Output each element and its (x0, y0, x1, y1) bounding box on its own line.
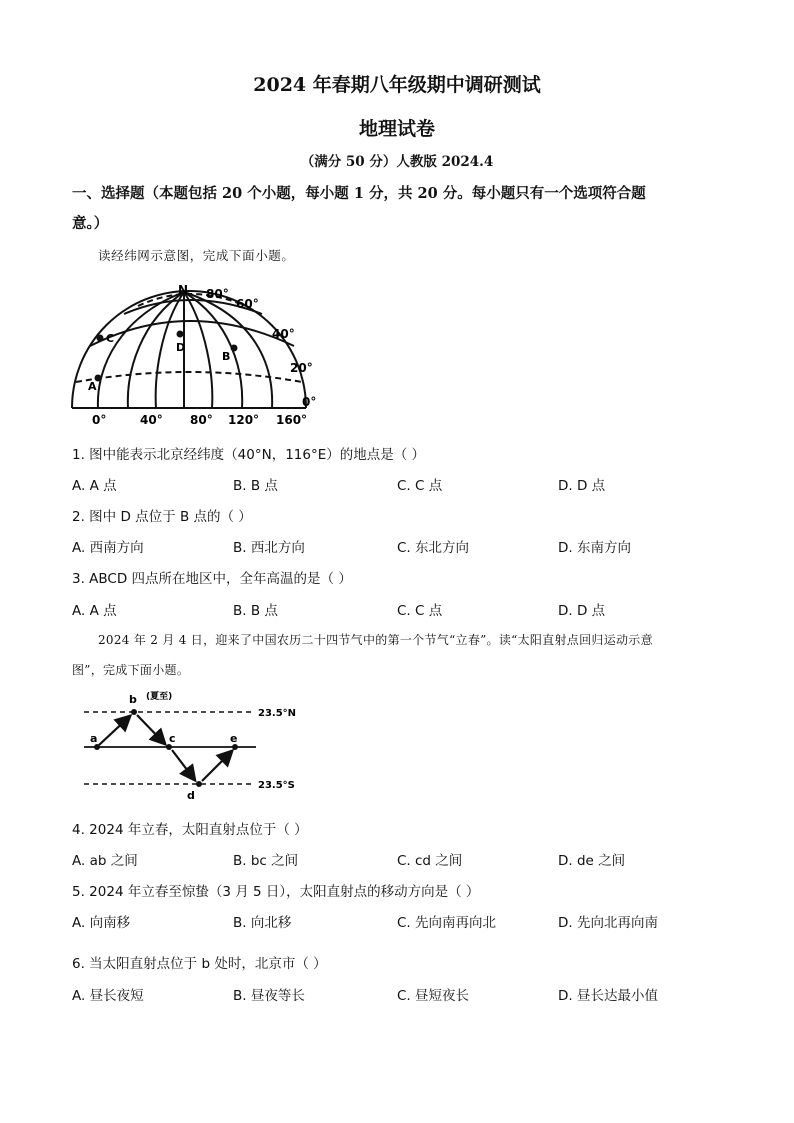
point-c-label: C (106, 332, 115, 345)
lon-label-160: 160° (276, 413, 308, 427)
point-b-label: b (129, 693, 137, 706)
q2-option-d[interactable]: D. 东南方向 (558, 540, 631, 556)
lon-label-0: 0° (92, 413, 107, 427)
exam-meta: （满分 50 分）人教版 2024.4 (300, 154, 494, 170)
question-1-stem: 1. 图中能表示北京经纬度（40°N，116°E）的地点是（ ） (72, 447, 426, 463)
lon-label-40: 40° (140, 413, 163, 427)
question-4-stem: 4. 2024 年立春，太阳直射点位于（ ） (72, 822, 308, 838)
q6-option-d[interactable]: D. 昼长达最小值 (558, 988, 658, 1004)
question-5-stem: 5. 2024 年立春至惊蛰（3 月 5 日），太阳直射点的移动方向是（ ） (72, 884, 480, 900)
q2-option-c[interactable]: C. 东北方向 (397, 540, 470, 556)
q2-option-b[interactable]: B. 西北方向 (233, 540, 305, 556)
point-d-label: d (187, 789, 195, 800)
point-d-label: D (176, 341, 186, 354)
point-b-label: B (222, 350, 231, 363)
arrow-b-to-c (137, 715, 164, 743)
lon-label-80: 80° (190, 413, 213, 427)
meridian-1 (98, 292, 184, 408)
q1-option-a[interactable]: A. A 点 (72, 478, 117, 494)
q3-option-b[interactable]: B. B 点 (233, 603, 278, 619)
north-tropic-label: 23.5°N (258, 708, 297, 719)
north-label: N (178, 283, 189, 297)
q3-option-a[interactable]: A. A 点 (72, 603, 117, 619)
lat-label-40: 40° (272, 327, 295, 341)
q1-option-b[interactable]: B. B 点 (233, 478, 278, 494)
lon-label-120: 120° (228, 413, 260, 427)
q6-option-a[interactable]: A. 昼长夜短 (72, 988, 144, 1004)
q4-option-c[interactable]: C. cd 之间 (397, 853, 463, 869)
arrow-c-to-d (172, 750, 194, 779)
lat-label-80: 80° (206, 287, 229, 301)
question-2-stem: 2. 图中 D 点位于 B 点的（ ） (72, 509, 252, 525)
lat-label-0: 0° (302, 395, 317, 409)
lat-label-60: 60° (236, 297, 259, 311)
q4-option-d[interactable]: D. de 之间 (558, 853, 626, 869)
question-3-stem: 3. ABCD 四点所在地区中，全年高温的是（ ） (72, 571, 352, 587)
passage2-line2: 图”，完成下面小题。 (72, 663, 190, 677)
q6-option-c[interactable]: C. 昼短夜长 (397, 988, 470, 1004)
q2-option-a[interactable]: A. 西南方向 (72, 540, 144, 556)
parallel-40 (90, 321, 294, 346)
arrow-a-to-b (99, 717, 129, 745)
q3-option-c[interactable]: C. C 点 (397, 603, 443, 619)
q1-option-d[interactable]: D. D 点 (558, 478, 606, 494)
point-c-dot (97, 335, 104, 342)
section-heading-line1: 一、选择题（本题包括 20 个小题，每小题 1 分，共 20 分。每小题只有一个选项符合题 (72, 185, 646, 202)
meridian-5 (184, 292, 212, 408)
passage1-intro: 读经纬网示意图，完成下面小题。 (98, 248, 295, 263)
q5-option-d[interactable]: D. 先向北再向南 (558, 915, 658, 931)
point-b-dot (131, 709, 137, 715)
q5-option-a[interactable]: A. 向南移 (72, 915, 131, 931)
section-heading-line2: 意。） (72, 215, 109, 232)
subsolar-figure (80, 688, 310, 800)
q5-option-b[interactable]: B. 向北移 (233, 915, 292, 931)
south-tropic-label: 23.5°S (258, 780, 295, 791)
q6-option-b[interactable]: B. 昼夜等长 (233, 988, 305, 1004)
point-c-label: c (169, 732, 176, 745)
arrow-d-to-e (202, 752, 231, 781)
subject-title: 地理试卷 (358, 118, 435, 140)
point-e-label: e (230, 732, 238, 745)
summer-solstice-label: (夏至) (146, 692, 173, 702)
q5-option-c[interactable]: C. 先向南再向北 (397, 915, 497, 931)
point-a-label: a (90, 732, 98, 745)
q4-option-b[interactable]: B. bc 之间 (233, 853, 299, 869)
point-d-dot (196, 781, 202, 787)
q4-option-a[interactable]: A. ab 之间 (72, 853, 138, 869)
exam-title: 2024 年春期八年级期中调研测试 (253, 74, 541, 96)
q1-option-c[interactable]: C. C 点 (397, 478, 443, 494)
point-a-label: A (88, 380, 97, 393)
passage2-line1: 2024 年 2 月 4 日，迎来了中国农历二十四节气中的第一个节气“立春”。读“太阳直射点回归运动示意 (98, 633, 653, 647)
point-d-dot (177, 331, 184, 338)
q3-option-d[interactable]: D. D 点 (558, 603, 606, 619)
question-6-stem: 6. 当太阳直射点位于 b 处时，北京市（ ） (72, 956, 327, 972)
lat-label-20: 20° (290, 361, 313, 375)
graticule-figure (66, 276, 326, 428)
point-b-dot (231, 345, 238, 352)
